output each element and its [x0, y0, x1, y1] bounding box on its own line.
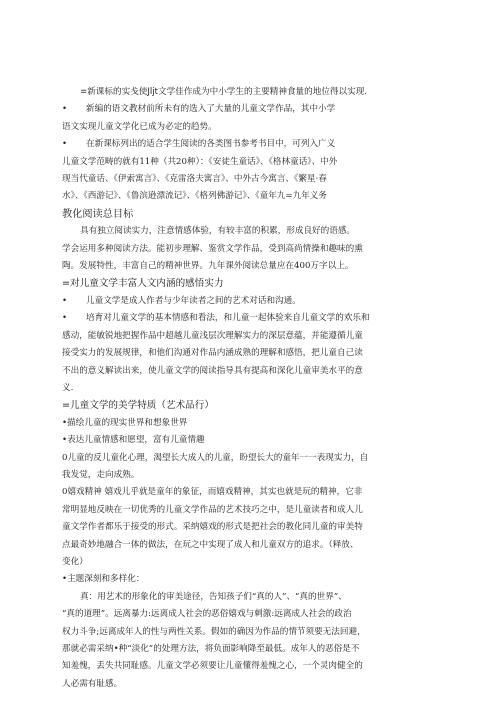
text-line: •描绘儿童的现实世界和想象世界	[62, 417, 188, 428]
bullet: •	[62, 313, 68, 324]
text-line: 陶。发展特性，丰富自己的精神世界。九年课外阅读总量应在400万字以上。	[62, 261, 354, 272]
text-line: 义.	[62, 382, 74, 393]
text-line: 学会运用多种阅读方法。能初步理解、鉴赏文学作品，受到高尚情操和趣味的熏	[62, 243, 363, 254]
text-line: 水》、《西游记》、《鲁滨逊漂流记》、《格列佛游记》、《童年九=九年义务	[62, 191, 327, 202]
text-line: 感动，能敏锐地把握作品中超越儿童浅层次理解实力的深层意蕴，并能遵循儿童	[62, 330, 363, 341]
text-line: 童文学作者都乐于接受的形式。采纳嬉戏的形式是把社会的教化同儿童的审美特	[62, 522, 363, 533]
section-heading: =对儿童文学丰富人文内涵的感悟实力	[62, 278, 224, 290]
text-line: 变化）	[62, 556, 88, 567]
bullet: •	[62, 295, 68, 306]
text: 儿童文学是成人作者与少年读者之间的艺术对话和沟通。	[86, 295, 301, 306]
section-heading: =儿童文学的美学特质（艺术品行）	[62, 400, 214, 412]
text: 新编的语文教材前所未有的选入了大量的儿童文学作品，其中小学	[86, 104, 336, 115]
text-line: 知羞愧，丢失共同耻感。儿童文学必须要让儿童懂得羞愧之心，一个灵肉健全的	[62, 661, 363, 672]
text-line: 0儿童的反儿童化心理，渴望长大成人的儿童，盼望长大的童年一一表现实力，自	[62, 452, 369, 463]
bullet-paragraph	[62, 136, 440, 153]
text-line: •主题深刻和多样化：	[62, 574, 145, 585]
document-page	[62, 84, 440, 693]
text-line: 语文实现儿童文学化已成为必定的趋势。	[62, 121, 217, 132]
bullet-paragraph	[62, 310, 440, 327]
text: 在新课标列出的适合学生阅读的各类图书参考书目中，可列入广义	[86, 139, 336, 150]
bullet-paragraph	[62, 101, 440, 118]
text-line: 儿童文学范畴的就有11种（共20种）：《安徒生童话》、《格林童话》、中外	[62, 156, 338, 167]
section-heading: 教化阅读总目标	[62, 208, 134, 220]
text-line: 真：用艺术的形象化的审美途径，告知孩子们“真的人”、“真的世界”、	[80, 591, 347, 602]
text-line: •表达儿童情感和愿望，富有儿童情趣	[62, 435, 205, 446]
text-line: 常明显地反映在一切优秀的儿童文学作品的艺术技巧之中，是儿童读者和成人儿	[62, 504, 363, 515]
text-line: 我发觉，走向成熟。	[62, 469, 140, 480]
heading-line: =新课标的实戋使Jljt文学佳作成为中小学生的主要精神食量的地位得以实现.	[80, 87, 368, 97]
text-line: 点最奇妙地融合一体的做法，在玩之中实现了成人和儿童双方的追求。（释放、	[62, 539, 359, 550]
text-line: 现当代童话、《伊索寓言》、《克雷洛夫寓言》、中外古今寓言、《繁星·春	[62, 174, 327, 185]
text-line: “真的道理”。远离暴力:远离成人社会的恶俗嬉戏与刺激:远离成人社会的政治	[62, 609, 352, 620]
bullet: •	[62, 104, 68, 115]
text-line: 接受实力的发展规律，和他们沟通对作品内涵成熟的理解和感悟，把儿童自己读	[62, 348, 363, 359]
bullet-paragraph	[62, 293, 440, 310]
text-line: 不出的意义解读出来，使儿童文学的阅读指导具有提高和深化儿童审美水平的意	[62, 365, 363, 376]
text-line: 0嬉戏精神 嬉戏儿乎就是童年的象征，而嬉戏精神，其实也就是玩的精神，它非	[62, 487, 363, 498]
text-line: 具有独立阅读实力，注意情感体验，有较丰富的积累，形成良好的语感。	[80, 226, 356, 237]
text: 培育对儿童文学的基本情感和看法，和儿童一起体验来自儿童文学的欢乐和	[86, 313, 370, 324]
text-line: 权力斗争;远离成年人的性与两性关系。假如的确因为作品的情节须要无法回避，	[62, 626, 366, 637]
text-line: 人必需有耻感。	[62, 678, 123, 689]
text-line: 那就必需采纳•种“淡化”的处理方法，将负面影响降至最低。成年人的恶俗是不	[62, 644, 360, 654]
bullet: •	[62, 139, 68, 150]
